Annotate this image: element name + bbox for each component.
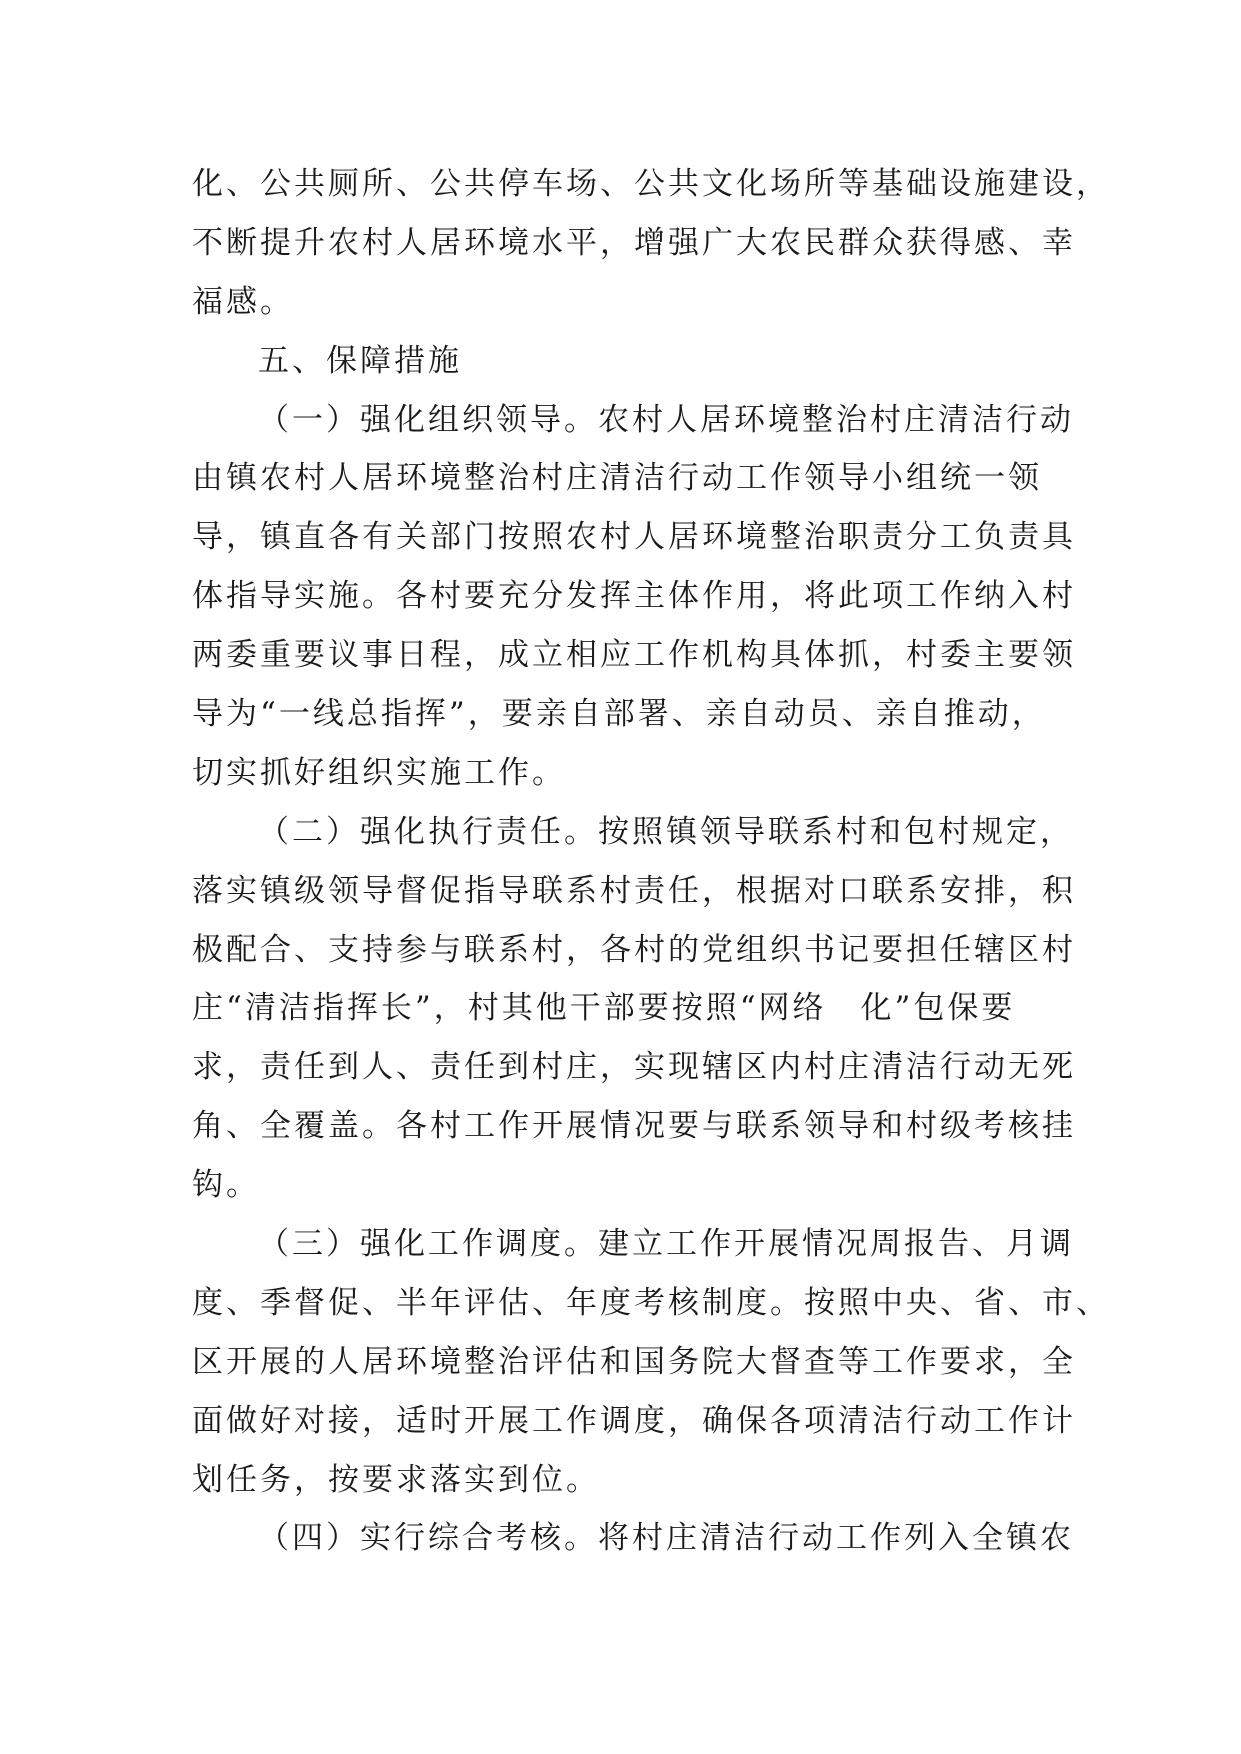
paragraph-line: 两委重要议事日程，成立相应工作机构具体抓，村委主要领 xyxy=(192,637,1076,674)
paragraph-line: 钩。 xyxy=(192,1167,260,1204)
paragraph-line: 切实抓好组织实施工作。 xyxy=(192,754,566,791)
paragraph-line: 极配合、支持参与联系村，各村的党组织书记要担任辖区村 xyxy=(192,931,1076,968)
paragraph-line: 不断提升农村人居环境水平，增强广大农民群众获得感、幸 xyxy=(192,224,1076,261)
paragraph-line: 划任务，按要求落实到位。 xyxy=(192,1461,600,1498)
paragraph-line: （三）强化工作调度。建立工作开展情况周报告、月调 xyxy=(258,1226,1074,1263)
paragraph-line: 求，责任到人、责任到村庄，实现辖区内村庄清洁行动无死 xyxy=(192,1049,1076,1086)
paragraph-line: （二）强化执行责任。按照镇领导联系村和包村规定， xyxy=(258,813,1074,850)
paragraph-line: （一）强化组织领导。农村人居环境整治村庄清洁行动 xyxy=(258,401,1074,438)
section-heading: 五、保障措施 xyxy=(258,342,462,379)
paragraph-line: 角、全覆盖。各村工作开展情况要与联系领导和村级考核挂 xyxy=(192,1108,1076,1145)
document-body xyxy=(192,155,1110,1568)
paragraph-line: 导为“一线总指挥”，要亲自部署、亲自动员、亲自推动， xyxy=(192,696,1046,733)
paragraph-line: 由镇农村人居环境整治村庄清洁行动工作领导小组统一领 xyxy=(192,460,1042,497)
paragraph-line: 区开展的人居环境整治评估和国务院大督查等工作要求，全 xyxy=(192,1343,1076,1380)
paragraph-line: 福感。 xyxy=(192,283,294,320)
paragraph-line: 导，镇直各有关部门按照农村人居环境整治职责分工负责具 xyxy=(192,519,1076,556)
paragraph-line: 化、公共厕所、公共停车场、公共文化场所等基础设施建设， xyxy=(192,166,1110,202)
paragraph-line: 度、季督促、半年评估、年度考核制度。按照中央、省、市、 xyxy=(192,1284,1110,1321)
paragraph-line: 庄“清洁指挥长”，村其他干部要按照“网络 化”包保要 xyxy=(192,990,1016,1027)
paragraph-line: 体指导实施。各村要充分发挥主体作用，将此项工作纳入村 xyxy=(192,578,1076,615)
paragraph-line: 落实镇级领导督促指导联系村责任，根据对口联系安排，积 xyxy=(192,872,1076,909)
paragraph-line: （四）实行综合考核。将村庄清洁行动工作列入全镇农 xyxy=(258,1520,1074,1557)
paragraph-line: 面做好对接，适时开展工作调度，确保各项清洁行动工作计 xyxy=(192,1402,1076,1439)
